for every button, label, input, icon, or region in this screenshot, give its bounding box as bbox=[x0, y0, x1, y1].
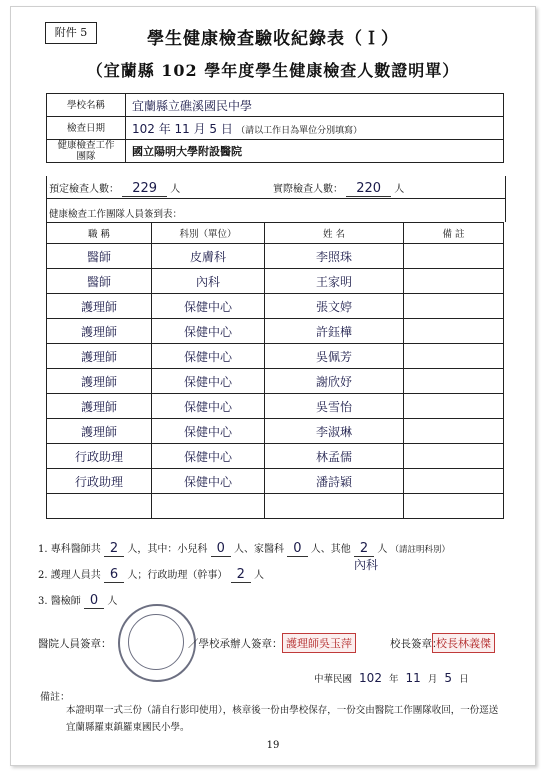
table-row bbox=[47, 344, 504, 369]
other-dept-note: （請註明科別） bbox=[390, 545, 451, 555]
notes-text: 本證明單一式三份（請自行影印使用），核章後一份由學校保存，一份交由醫院工作團隊收回，一份逕送宜蘭縣羅東鎮羅東國民小學。 bbox=[66, 705, 499, 733]
staff-dept: 內科 bbox=[152, 269, 265, 294]
admin-total-unit: 人 bbox=[254, 570, 265, 581]
staff-dept: 保健中心 bbox=[152, 394, 265, 419]
exam-team-label: 健康檢查工作團隊 bbox=[47, 140, 126, 163]
actual-count-value: 220 bbox=[346, 181, 391, 197]
sign-date bbox=[314, 671, 469, 685]
staff-title: 護理師 bbox=[47, 344, 152, 369]
date-day-unit: 日 bbox=[459, 674, 469, 685]
exam-counts-row bbox=[46, 176, 506, 199]
table-row bbox=[47, 494, 504, 519]
family-medicine-value: 0 bbox=[287, 541, 307, 557]
page-subtitle: （宜蘭縣 102 學年度學生健康檢查人數證明單） bbox=[86, 61, 460, 80]
admin-total-value: 2 bbox=[231, 567, 251, 583]
staff-note bbox=[404, 394, 504, 419]
annex-label: 附件 5 bbox=[45, 22, 97, 44]
summary-line-2 bbox=[38, 566, 264, 582]
staff-note bbox=[404, 469, 504, 494]
staff-name: 潘詩穎 bbox=[265, 469, 404, 494]
staff-dept: 保健中心 bbox=[152, 319, 265, 344]
school-name-value: 宜蘭縣立礁溪國民中學 bbox=[132, 98, 253, 113]
other-dept-value: 2 bbox=[354, 541, 374, 557]
lab-tech-label: 3. 醫檢師 bbox=[38, 596, 81, 607]
exam-team-value: 國立陽明大學附設醫院 bbox=[132, 145, 242, 158]
staff-title: 行政助理 bbox=[47, 444, 152, 469]
date-year: 102 bbox=[359, 671, 382, 685]
table-row bbox=[47, 394, 504, 419]
pediatrics-label: 人，其中：小兒科 bbox=[127, 544, 208, 555]
table-row bbox=[47, 369, 504, 394]
summary-line-1 bbox=[38, 540, 450, 556]
admin-total-label: 人；行政助理（幹事） bbox=[127, 570, 228, 581]
exam-date-note: （請以工作日為單位分別填寫） bbox=[236, 125, 363, 136]
actual-count-label: 實際檢查人數： bbox=[273, 184, 343, 195]
lab-tech-unit: 人 bbox=[107, 596, 118, 607]
table-row bbox=[47, 319, 504, 344]
table-row bbox=[47, 244, 504, 269]
date-year-unit: 年 bbox=[388, 674, 399, 685]
staff-name: 吳佩芳 bbox=[265, 344, 404, 369]
family-medicine-label: 人、家醫科 bbox=[234, 544, 285, 555]
table-row bbox=[47, 419, 504, 444]
planned-count-value: 229 bbox=[122, 181, 167, 197]
page-number: 19 bbox=[266, 740, 280, 751]
staff-dept: 保健中心 bbox=[152, 469, 265, 494]
staff-title: 護理師 bbox=[47, 419, 152, 444]
staff-header-row bbox=[47, 223, 504, 244]
staff-title: 醫師 bbox=[47, 269, 152, 294]
date-era: 中華民國 bbox=[314, 674, 353, 685]
staff-title: 護理師 bbox=[47, 319, 152, 344]
staff-note bbox=[404, 319, 504, 344]
school-staff-signature-label: ／學校承辦人簽章： bbox=[188, 638, 283, 650]
staff-dept: 保健中心 bbox=[152, 419, 265, 444]
date-day: 5 bbox=[444, 671, 453, 685]
pediatrics-value: 0 bbox=[211, 541, 231, 557]
school-name-label: 學校名稱 bbox=[47, 94, 126, 117]
other-dept-unit: 人 bbox=[377, 544, 388, 555]
staff-dept: 皮膚科 bbox=[152, 244, 265, 269]
nurse-total-label: 2. 護理人員共 bbox=[38, 570, 101, 581]
page-title: 學生健康檢查驗收紀錄表（Ｉ） bbox=[147, 29, 399, 49]
planned-count-label: 預定檢查人數： bbox=[49, 184, 119, 195]
notes-heading: 備註： bbox=[40, 692, 70, 703]
lab-tech-value: 0 bbox=[84, 593, 104, 609]
header-name: 姓 名 bbox=[265, 223, 404, 244]
principal-signature-label: 校長簽章： bbox=[390, 638, 443, 650]
table-row bbox=[47, 294, 504, 319]
staff-title: 醫師 bbox=[47, 244, 152, 269]
other-dept-name: 內科 bbox=[354, 558, 379, 572]
hospital-signature-label: 醫院人員簽章： bbox=[38, 638, 112, 650]
staff-title: 行政助理 bbox=[47, 469, 152, 494]
exam-date-value: 102 年 11 月 5 日 bbox=[132, 121, 233, 136]
table-row bbox=[47, 444, 504, 469]
staff-name: 李照珠 bbox=[265, 244, 404, 269]
table-row bbox=[47, 469, 504, 494]
staff-dept: 保健中心 bbox=[152, 344, 265, 369]
specialist-total-label: 1. 專科醫師共 bbox=[38, 544, 101, 555]
staff-title: 護理師 bbox=[47, 294, 152, 319]
other-dept-handwritten bbox=[354, 556, 378, 573]
staff-name: 許鈺樺 bbox=[265, 319, 404, 344]
specialist-total-value: 2 bbox=[104, 541, 124, 557]
staff-dept: 保健中心 bbox=[152, 369, 265, 394]
staff-name: 吳雪怡 bbox=[265, 394, 404, 419]
staff-dept: 保健中心 bbox=[152, 444, 265, 469]
header-dept: 科別（單位） bbox=[152, 223, 265, 244]
school-staff-stamp: 護理師吳玉萍 bbox=[282, 633, 356, 653]
staff-name: 李淑琳 bbox=[265, 419, 404, 444]
header-note: 備 註 bbox=[404, 223, 504, 244]
other-dept-label: 人、其他 bbox=[310, 544, 351, 555]
staff-title: 護理師 bbox=[47, 369, 152, 394]
staff-note bbox=[404, 244, 504, 269]
staff-title: 護理師 bbox=[47, 394, 152, 419]
staff-note bbox=[404, 269, 504, 294]
staff-dept bbox=[152, 494, 265, 519]
staff-note bbox=[404, 444, 504, 469]
staff-dept: 保健中心 bbox=[152, 294, 265, 319]
exam-date-label: 檢查日期 bbox=[47, 117, 126, 140]
staff-name: 張文婷 bbox=[265, 294, 404, 319]
staff-caption: 健康檢查工作團隊人員簽到表： bbox=[49, 209, 183, 220]
staff-caption-cell bbox=[46, 198, 506, 222]
date-month-unit: 月 bbox=[427, 674, 438, 685]
planned-count-unit: 人 bbox=[170, 184, 181, 195]
staff-name: 林孟儒 bbox=[265, 444, 404, 469]
table-row bbox=[47, 269, 504, 294]
school-info-table bbox=[46, 93, 504, 163]
date-month: 11 bbox=[405, 671, 421, 685]
staff-name: 謝欣妤 bbox=[265, 369, 404, 394]
staff-name bbox=[265, 494, 404, 519]
staff-note bbox=[404, 419, 504, 444]
header-title: 職 稱 bbox=[47, 223, 152, 244]
staff-name: 王家明 bbox=[265, 269, 404, 294]
summary-line-3 bbox=[38, 592, 117, 608]
staff-note bbox=[404, 344, 504, 369]
actual-count-unit: 人 bbox=[394, 184, 405, 195]
staff-note bbox=[404, 494, 504, 519]
principal-stamp: 校長林義傑 bbox=[432, 633, 495, 653]
staff-note bbox=[404, 294, 504, 319]
staff-note bbox=[404, 369, 504, 394]
staff-title bbox=[47, 494, 152, 519]
nurse-total-value: 6 bbox=[104, 567, 124, 583]
staff-signin-table bbox=[46, 222, 504, 519]
